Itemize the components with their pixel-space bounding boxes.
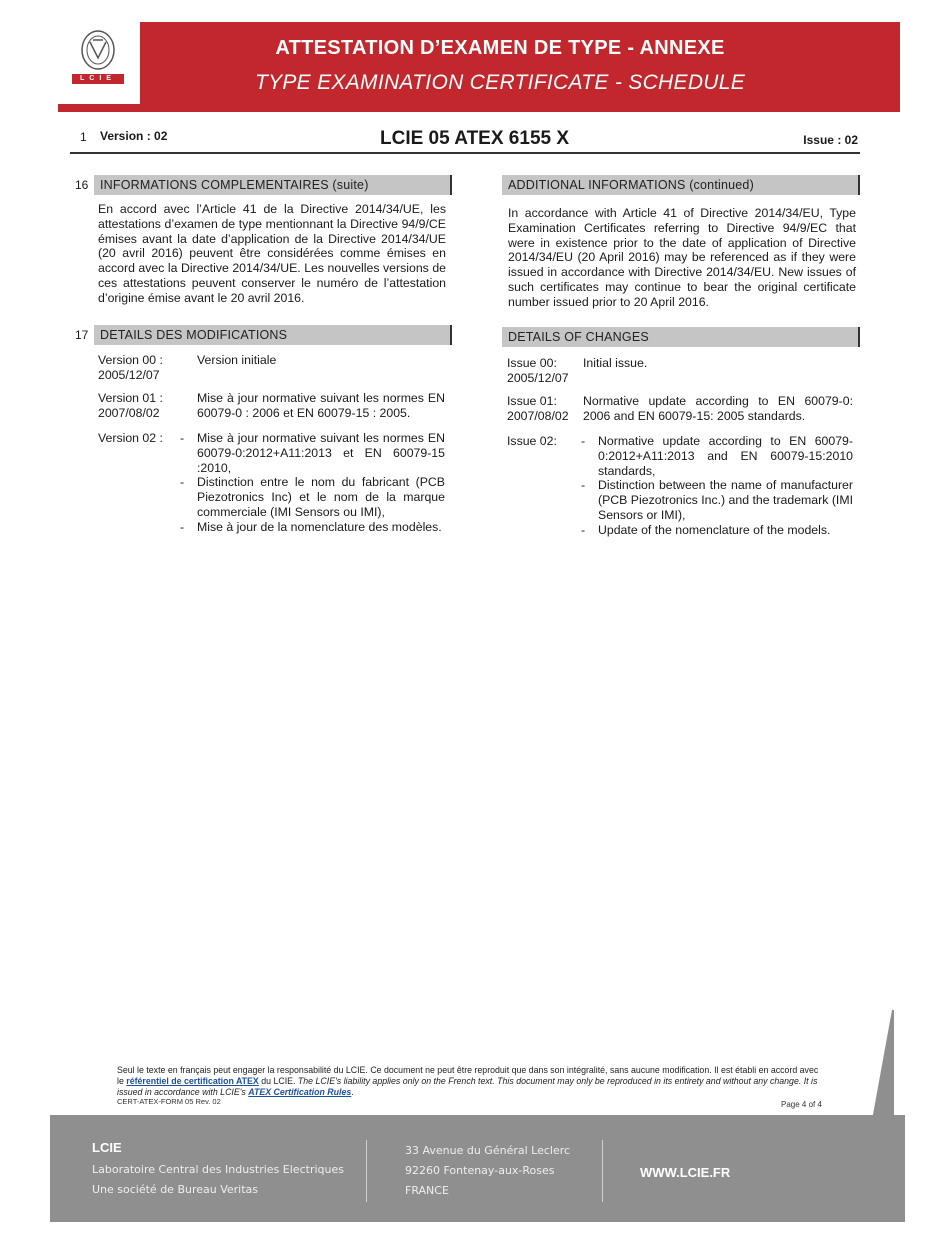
version-02-label: Version 02 :: [98, 431, 163, 445]
issue-00-label: Issue 00: 2005/12/07: [507, 356, 569, 385]
footer-address-line2: 92260 Fontenay-aux-Roses: [405, 1164, 555, 1177]
certificate-id: LCIE 05 ATEX 6155 X: [380, 128, 570, 149]
header-banner: [58, 22, 900, 112]
issue-02-label: Issue 02:: [507, 434, 557, 448]
bureau-veritas-seal-icon: [80, 30, 116, 72]
issue-01-label: Issue 01: 2007/08/02: [507, 394, 569, 423]
page-subtitle: TYPE EXAMINATION CERTIFICATE - SCHEDULE: [254, 71, 746, 94]
version-01-label: Version 01 : 2007/08/02: [98, 391, 163, 420]
logo-lcie-label: LCIE: [72, 74, 124, 84]
footer-address-line1: 33 Avenue du Général Leclerc: [405, 1144, 571, 1157]
list-item: - Normative update according to EN 60079-0:2012+A11:2013 and EN 60079-15:2010 standards,: [581, 434, 853, 478]
changes-en: [507, 356, 857, 576]
section-16-fr-text: En accord avec l’Article 41 de la Directive 2014/34/UE, les attestations d’examen de type mentionnant la Directive 94/9/CE émises avant la date d’application de la Directive 2014/34/UE (20 avril 2016) peuvent être considérées comme émises en accord avec la Directive 2014/34/UE. Les nouvelles versions de ces attestations peuvent conserver le numéro de l’attestation d’origine émise avant le 20 avril 2016.: [98, 202, 446, 305]
issue-01-text: Normative update according to EN 60079-0: 2006 and EN 60079-15: 2005 standards.: [583, 394, 853, 423]
footer-slant-decoration: [872, 1010, 894, 1120]
line-number: 1: [80, 130, 87, 144]
footer-org-line2: Une société de Bureau Veritas: [92, 1183, 259, 1196]
list-item: - Distinction entre le nom du fabricant (PCB Piezotronics Inc) et le nom de la marque commerciale (IMI Sensors ou IMI),: [180, 475, 445, 519]
page-title: ATTESTATION D’EXAMEN DE TYPE - ANNEXE: [275, 37, 725, 59]
atex-referential-link[interactable]: référentiel de certification ATEX: [126, 1075, 259, 1086]
section-16-number: 16: [75, 178, 89, 192]
version-01-text: Mise à jour normative suivant les normes EN 60079-0 : 2006 et EN 60079-15 : 2005.: [197, 391, 445, 420]
footer-divider: [366, 1140, 367, 1202]
section-16-fr-header: INFORMATIONS COMPLEMENTAIRES (suite): [94, 175, 452, 195]
footer-divider: [602, 1140, 603, 1202]
list-item: - Mise à jour normative suivant les normes EN 60079-0:2012+A11:2013 et EN 60079-15 :2010,: [180, 431, 445, 475]
section-16-en-header: ADDITIONAL INFORMATIONS (continued): [502, 175, 860, 195]
form-reference: CERT-ATEX-FORM 05 Rev. 02: [117, 1097, 221, 1106]
section-17-en-header: DETAILS OF CHANGES: [502, 327, 860, 347]
version-02-list: [180, 431, 445, 535]
issue-02-list: [581, 434, 853, 538]
version-00-text: Version initiale: [197, 353, 277, 367]
version-label: Version : 02: [100, 129, 168, 143]
list-item: - Mise à jour de la nomenclature des modèles.: [180, 520, 445, 535]
list-item: - Distinction between the name of manufacturer (PCB Piezotronics Inc.) and the trademark (IMI Sensors or IMI),: [581, 478, 853, 522]
section-16-en-text: In accordance with Article 41 of Directive 2014/34/EU, Type Examination Certificates referring to Directive 94/9/EC that were in existence prior to the date of application of Directive 2014/34/EU (20 April 2016) may be referenced as if they were issued in accordance with Directive 2014/34/EU. New issues of such certificates may continue to bear the original certificate number issued prior to 20 April 2016.: [508, 206, 856, 309]
section-17-fr-header: DETAILS DES MODIFICATIONS: [94, 325, 452, 345]
footer-disclaimer: Seul le texte en français peut engager la responsabilité du LCIE. Ce document ne peut être reproduit que dans son intégralité, sans aucune modification. Il est établi en accord avec le référentiel de certification ATEX du LCIE. The LCIE's liability applies only on the French text. This document may only be reproduced in its entirety and without any change. It is issued in accordance with LCIE's ATEX Certification Rules.: [117, 1065, 819, 1097]
header-divider: [70, 152, 860, 154]
issue-00-text: Initial issue.: [583, 356, 648, 370]
changes-fr: [98, 353, 448, 573]
atex-rules-link[interactable]: ATEX Certification Rules: [248, 1086, 352, 1097]
section-17-number: 17: [75, 328, 89, 342]
issue-label: Issue : 02: [803, 133, 858, 147]
page-indicator: Page 4 of 4: [781, 1100, 822, 1109]
footer-org-name: LCIE: [92, 1140, 122, 1155]
version-00-label: Version 00 : 2005/12/07: [98, 353, 163, 382]
footer-website-link[interactable]: WWW.LCIE.FR: [640, 1165, 731, 1180]
footer-address-line3: FRANCE: [405, 1184, 449, 1197]
list-item: - Update of the nomenclature of the models.: [581, 523, 853, 538]
footer-org-line1: Laboratoire Central des Industries Electriques: [92, 1163, 344, 1176]
